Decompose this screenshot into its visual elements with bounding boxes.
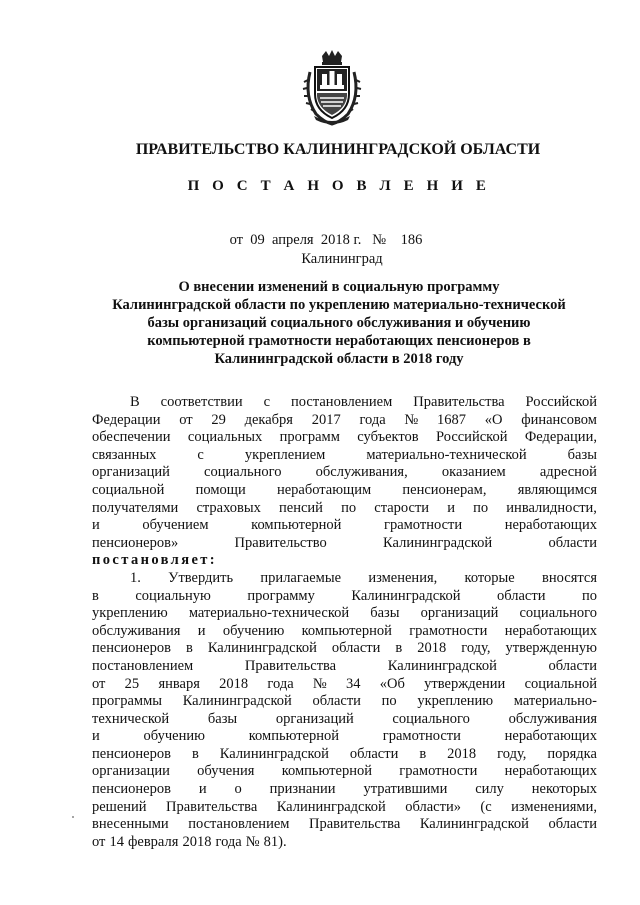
date-year: 2018 г. <box>320 232 362 248</box>
body-line <box>92 588 597 606</box>
body-word: признании <box>269 781 336 798</box>
body-word: области <box>312 693 361 710</box>
body-word: с <box>197 446 204 463</box>
body-word: по <box>581 587 597 604</box>
body-word: области <box>496 587 546 604</box>
body-line <box>92 394 597 412</box>
body-word: Калининградской <box>219 745 329 762</box>
body-word: организаций <box>420 605 499 622</box>
body-word: обучению <box>222 622 285 639</box>
body-word: 29 <box>211 411 226 428</box>
body-word: в <box>419 745 427 762</box>
body-word: грамотности <box>409 622 488 639</box>
body-word: Правительство <box>234 534 327 551</box>
body-word: Федерации <box>92 411 161 428</box>
body-line <box>92 535 597 553</box>
body-word: которые <box>464 569 515 586</box>
title-line: компьютерной грамотности неработающих пенсионеров в <box>147 333 531 349</box>
body-line <box>92 799 597 817</box>
body-word: некоторых <box>531 781 597 798</box>
decree-date-line <box>0 232 640 249</box>
body-word: изменения, <box>368 569 438 586</box>
body-word: 1. <box>130 569 141 586</box>
body-word: неработающих <box>504 763 597 780</box>
body-word: материально-технической <box>188 605 350 622</box>
body-word: программу <box>247 587 315 604</box>
body-word: порядка <box>547 745 597 762</box>
body-word: социальных <box>187 429 263 446</box>
body-word: по <box>381 693 397 710</box>
date-day: 09 <box>250 232 265 248</box>
body-word: и <box>197 622 206 639</box>
body-word: социальную <box>135 587 211 604</box>
body-word: пенсионеров» <box>92 534 179 551</box>
body-word: базы <box>370 605 400 622</box>
body-word: постановлением <box>291 394 393 410</box>
body-word: 81). <box>263 833 287 850</box>
body-line <box>92 676 597 694</box>
body-word: Утвердить <box>168 569 234 586</box>
body-word: укреплением <box>244 446 326 463</box>
body-word: инвалидности, <box>506 499 597 516</box>
title-line: О внесении изменений в социальную программу <box>178 279 500 295</box>
body-word: связанных <box>92 446 157 463</box>
body-word: и <box>92 728 100 745</box>
body-word: организаций <box>275 710 354 727</box>
body-word: области <box>331 640 381 657</box>
body-line <box>92 500 597 518</box>
body-word: от <box>92 833 106 850</box>
body-word: 1687 <box>436 411 466 428</box>
margin-mark <box>72 816 74 818</box>
government-heading: ПРАВИТЕЛЬСТВО КАЛИНИНГРАДСКОЙ ОБЛАСТИ <box>135 141 541 158</box>
body-word: 2017 <box>311 411 341 428</box>
body-word: от <box>92 675 106 692</box>
body-word: обслуживания, <box>315 464 408 481</box>
body-word: обеспечении <box>92 429 171 446</box>
body-word: силу <box>475 781 504 798</box>
body-line <box>92 517 597 535</box>
body-word: в <box>395 640 403 657</box>
body-word: Калининградской <box>351 587 461 604</box>
body-word: компьютерной <box>301 622 392 639</box>
body-word: укреплению <box>92 605 168 622</box>
body-word: грамотности <box>384 517 463 534</box>
body-word: программ <box>279 429 340 446</box>
body-line <box>92 746 597 764</box>
body-word: изменениями, <box>511 798 597 815</box>
body-word: и <box>92 517 100 534</box>
body-word: социальной <box>92 481 165 498</box>
body-word: 2018 <box>447 745 477 762</box>
body-word: о <box>234 781 242 798</box>
body-word: постановляет: <box>92 552 218 569</box>
body-word: постановлением <box>188 816 290 833</box>
body-word: финансовом <box>521 411 597 428</box>
body-word: программы <box>92 693 162 710</box>
body-word: обслуживания <box>508 710 597 727</box>
body-line <box>92 482 597 500</box>
body-word: грамотности <box>382 728 461 745</box>
body-word: пенсионеров <box>92 781 171 798</box>
number-sign: № <box>372 232 387 248</box>
body-word: от <box>179 411 193 428</box>
body-line <box>92 658 597 676</box>
body-line <box>92 412 597 430</box>
coat-of-arms-icon <box>300 50 364 126</box>
body-word: области» <box>405 798 461 815</box>
body-word: и <box>447 499 455 516</box>
body-line <box>92 728 597 746</box>
title-line: Калининградской области по укреплению материально-технической <box>112 297 566 313</box>
body-word: неработающих <box>504 622 597 639</box>
body-word: «О <box>484 411 503 428</box>
body-word: укреплению <box>417 693 494 710</box>
body-word: 34 <box>346 675 361 692</box>
body-word: «Об <box>379 675 405 692</box>
body-word: 2018 <box>417 640 447 657</box>
body-word: вносятся <box>542 569 597 586</box>
body-word: в <box>185 640 193 657</box>
body-word: социального <box>392 710 470 727</box>
body-word: неработающих <box>504 728 597 745</box>
body-word: внесенными <box>92 816 169 833</box>
title-line: базы организаций социального обслуживания и обучению <box>147 315 531 331</box>
body-word: старости <box>374 499 430 516</box>
body-line <box>92 711 597 729</box>
body-word: помощи <box>195 481 246 498</box>
body-word: материально- <box>513 693 597 710</box>
body-word: пенсионеров <box>92 745 171 762</box>
document-type-heading: П О С Т А Н О В Л Е Н И Е <box>187 178 491 194</box>
body-line <box>92 763 597 781</box>
body-word: Калининградской <box>276 798 386 815</box>
body-word: Правительства <box>166 798 258 815</box>
body-word: организации <box>92 763 170 780</box>
body-word: субъектов <box>357 429 419 446</box>
body-word: в <box>191 745 199 762</box>
body-word: компьютерной <box>251 517 342 534</box>
body-word: 2018 <box>219 675 249 692</box>
body-line <box>92 605 597 623</box>
body-word: области <box>548 816 597 833</box>
body-word: года <box>215 833 242 850</box>
body-word: Калининградской <box>207 640 317 657</box>
body-word: Калининградской <box>182 693 292 710</box>
body-line <box>92 570 597 588</box>
body-line <box>92 447 597 465</box>
body-word: 14 <box>109 833 124 850</box>
document-body <box>92 394 597 851</box>
body-word: Российской <box>436 429 508 446</box>
body-word: социальной <box>524 675 597 692</box>
body-word: материально-технической <box>366 446 527 463</box>
body-word: области <box>548 657 597 674</box>
body-line <box>92 464 597 482</box>
body-word: страховых <box>196 499 261 516</box>
body-word: Федерации, <box>524 429 597 446</box>
body-word: решений <box>92 798 147 815</box>
body-word: обучением <box>142 517 209 534</box>
body-word: пенсионерам, <box>402 481 487 498</box>
body-line <box>92 834 597 852</box>
body-line <box>92 693 597 711</box>
body-word: (с <box>480 798 492 815</box>
body-word: утверждении <box>424 675 506 692</box>
body-word: адресной <box>539 464 597 481</box>
body-word: оказанием <box>441 464 506 481</box>
body-word: области <box>349 745 399 762</box>
body-word: году, <box>497 745 527 762</box>
body-word: обучения <box>197 763 255 780</box>
body-line <box>92 640 597 658</box>
body-word: Правительства <box>309 816 401 833</box>
body-word: грамотности <box>399 763 478 780</box>
body-word: постановлением <box>92 657 194 674</box>
date-month: апреля <box>272 232 314 248</box>
body-word: № <box>312 675 327 692</box>
body-word: технической <box>92 710 170 727</box>
title-line: Калининградской области в 2018 году <box>214 351 464 367</box>
body-word: году, <box>461 640 491 657</box>
body-word: по <box>341 499 357 516</box>
body-word: Калининградской <box>383 534 493 551</box>
body-word: пенсий <box>279 499 323 516</box>
body-word: компьютерной <box>281 763 372 780</box>
body-word: организаций <box>92 464 170 481</box>
body-word: утратившими <box>363 781 448 798</box>
body-word: пенсионеров <box>92 640 171 657</box>
body-line <box>92 816 597 834</box>
body-line <box>92 552 597 570</box>
body-word: неработающих <box>504 517 597 534</box>
date-prefix: от <box>229 232 243 248</box>
body-line <box>92 623 597 641</box>
body-word: № <box>404 411 419 428</box>
document-title <box>0 278 640 368</box>
body-word: прилагаемые <box>260 569 342 586</box>
body-word: обучению <box>143 728 205 745</box>
body-word: декабря <box>244 411 293 428</box>
body-line <box>92 429 597 447</box>
body-word: базы <box>567 446 597 463</box>
body-word: № <box>245 833 260 850</box>
body-word: получателями <box>92 499 179 516</box>
body-word: Российской <box>525 394 597 410</box>
body-word: в <box>92 587 99 604</box>
body-word: компьютерной <box>248 728 339 745</box>
body-word: утвержденную <box>505 640 597 657</box>
body-word: неработающим <box>276 481 372 498</box>
decree-number: 186 <box>400 232 423 248</box>
body-word: соответствии <box>160 394 243 410</box>
body-word: февраля <box>128 833 179 850</box>
body-word: и <box>198 781 207 798</box>
body-word: Калининградской <box>387 657 497 674</box>
body-word: по <box>473 499 489 516</box>
body-word: года <box>359 411 386 428</box>
body-word: являющимся <box>517 481 597 498</box>
body-word: обслуживания <box>92 622 181 639</box>
city-name: Калининград <box>301 251 383 267</box>
body-word: с <box>263 394 271 410</box>
body-word: года <box>267 675 294 692</box>
body-word: Калининградской <box>419 816 529 833</box>
body-word: 25 <box>124 675 140 692</box>
body-word: социального <box>204 464 282 481</box>
body-line <box>92 781 597 799</box>
body-word: социального <box>519 605 597 622</box>
body-word: базы <box>207 710 238 727</box>
body-word: Правительства <box>244 657 337 674</box>
body-word: В <box>130 394 140 410</box>
body-word: января <box>158 675 200 692</box>
body-word: 2018 <box>182 833 212 850</box>
body-word: Правительства <box>413 394 505 410</box>
body-word: области <box>548 534 597 551</box>
